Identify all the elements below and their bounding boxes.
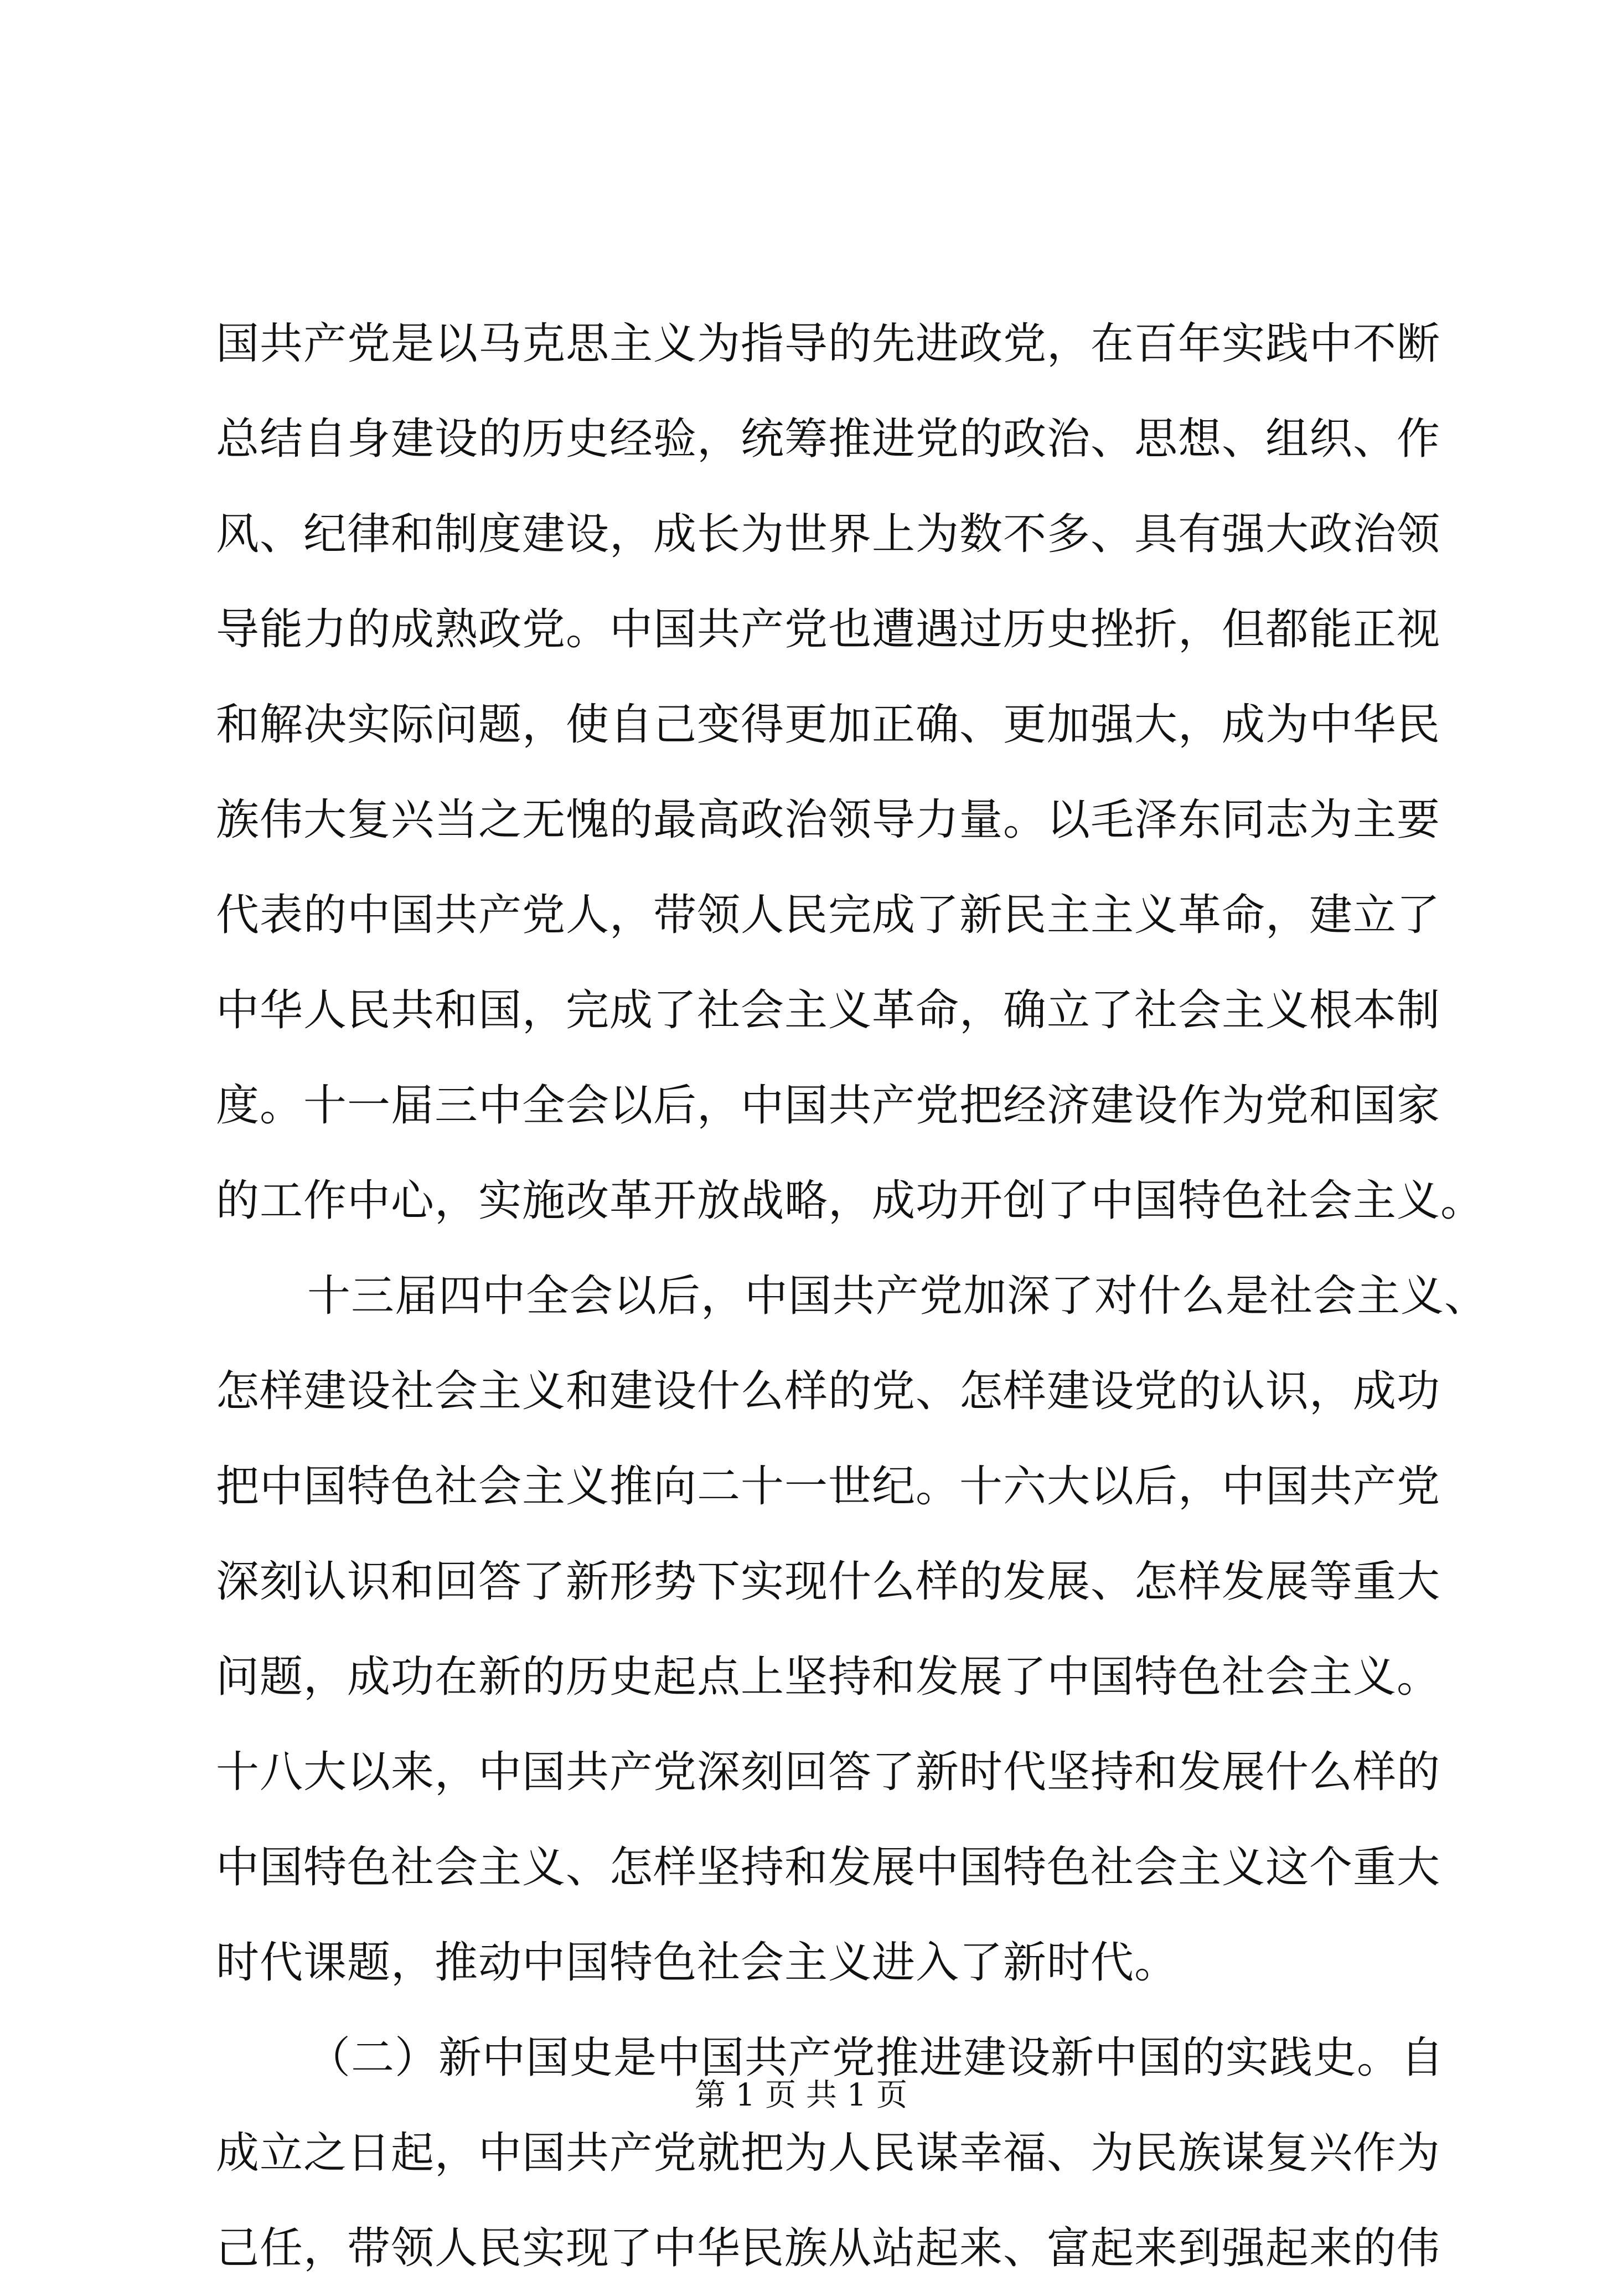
text-line: 族伟大复兴当之无愧的最高政治领导力量。以毛泽东同志为主要 [216,795,1441,845]
body-text [216,296,1489,2296]
text-line: 风、纪律和制度建设，成长为世界上为数不多、具有强大政治领 [216,509,1441,559]
page-footer: 第 1 页 共 1 页 [694,2077,908,2113]
text-line: 成立之日起，中国共产党就把为人民谋幸福、为民族谋复兴作为 [216,2128,1441,2178]
text-line: 的工作中心，实施改革开放战略，成功开创了中国特色社会主义。 [216,1176,1485,1226]
text-line: 十八大以来，中国共产党深刻回答了新时代坚持和发展什么样的 [216,1747,1441,1797]
text-line: （二）新中国史是中国共产党推进建设新中国的实践史。自 [307,2033,1445,2083]
text-line: 和解决实际问题，使自己变得更加正确、更加强大，成为中华民 [216,700,1441,750]
text-line: 时代课题，推动中国特色社会主义进入了新时代。 [216,1938,1179,1988]
text-line: 己任，带领人民实现了中华民族从站起来、富起来到强起来的伟 [216,2223,1441,2273]
text-line: 问题，成功在新的历史起点上坚持和发展了中国特色社会主义。 [216,1652,1441,1702]
text-line: 把中国特色社会主义推向二十一世纪。十六大以后，中国共产党 [216,1462,1441,1511]
text-line: 国共产党是以马克思主义为指导的先进政党，在百年实践中不断 [216,319,1441,369]
text-line: 十三届四中全会以后，中国共产党加深了对什么是社会主义、 [307,1271,1489,1321]
text-line: 中国特色社会主义、怎样坚持和发展中国特色社会主义这个重大 [216,1843,1441,1892]
text-line: 代表的中国共产党人，带领人民完成了新民主主义革命，建立了 [216,890,1441,940]
text-line: 度。十一届三中全会以后，中国共产党把经济建设作为党和国家 [216,1081,1441,1131]
text-line: 总结自身建设的历史经验，统筹推进党的政治、思想、组织、作 [216,414,1441,464]
text-line: 怎样建设社会主义和建设什么样的党、怎样建设党的认识，成功 [216,1366,1441,1416]
text-line: 深刻认识和回答了新形势下实现什么样的发展、怎样发展等重大 [216,1557,1441,1607]
text-line: 中华人民共和国，完成了社会主义革命，确立了社会主义根本制 [216,986,1441,1035]
text-line: 导能力的成熟政党。中国共产党也遭遇过历史挫折，但都能正视 [216,605,1441,654]
